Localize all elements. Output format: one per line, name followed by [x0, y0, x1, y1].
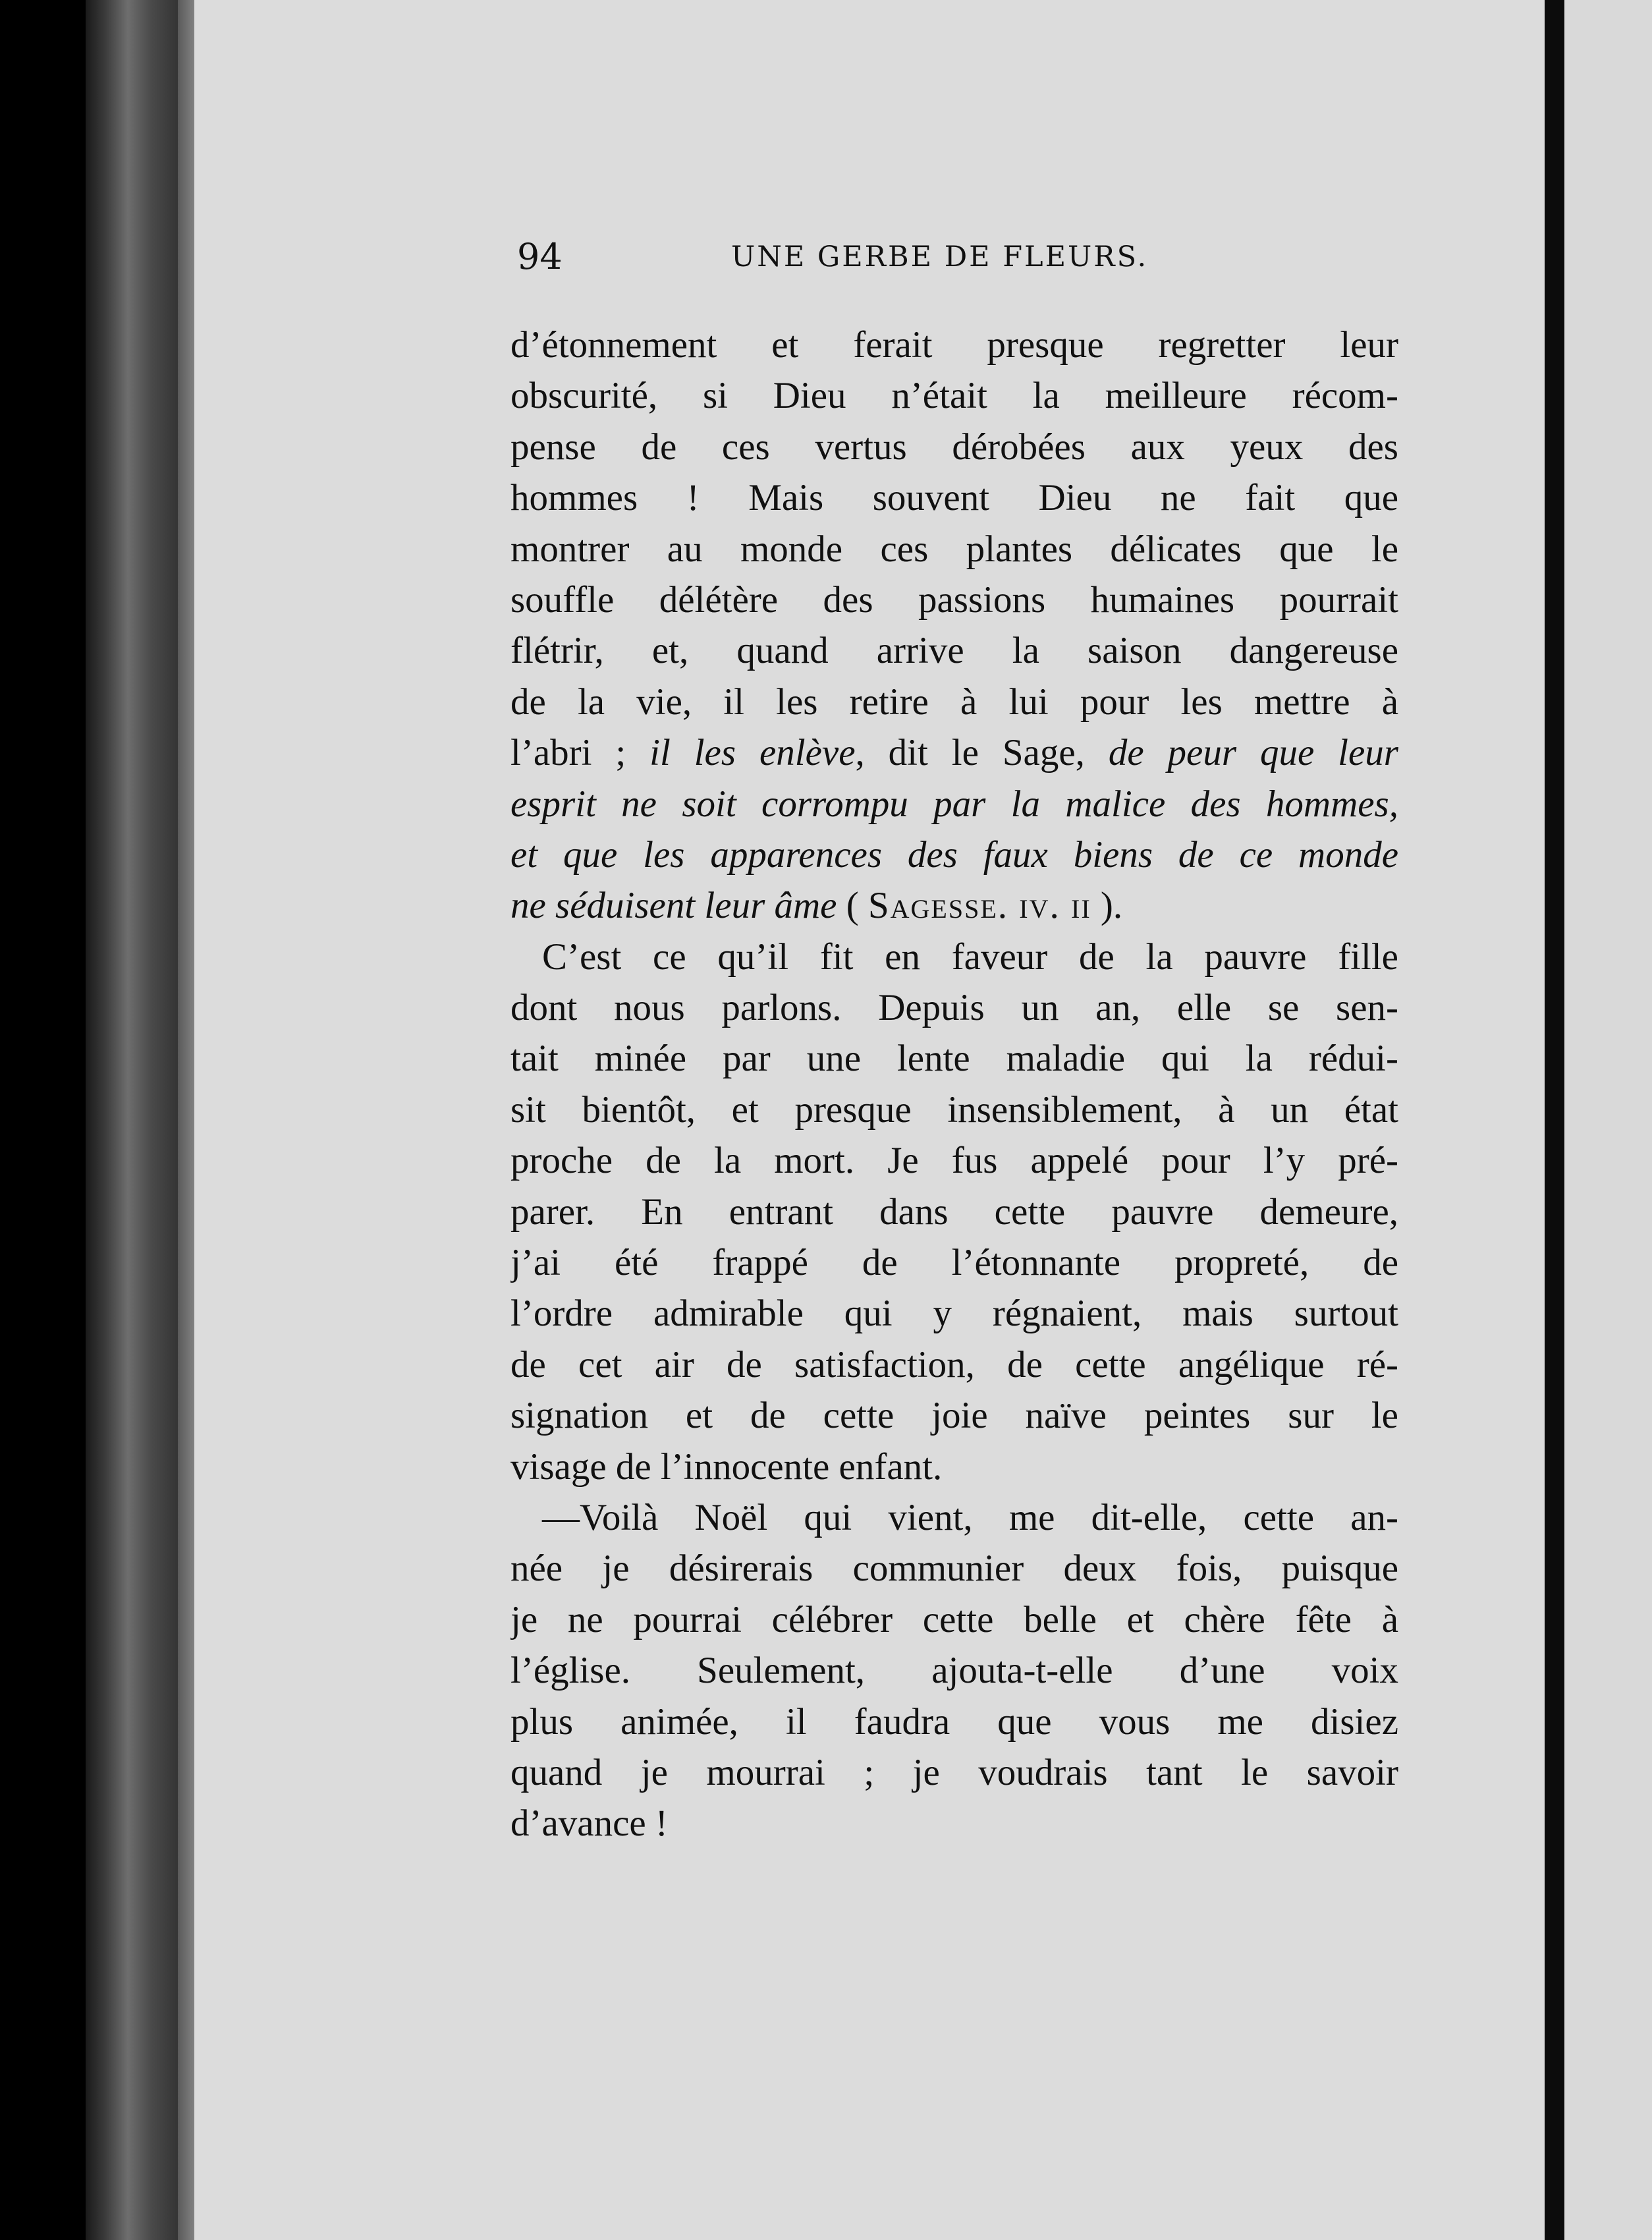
text-line: obscurité, si Dieu n’était la meilleure récom-	[510, 375, 1398, 417]
italic-run: de peur que leur	[1108, 732, 1398, 774]
facing-page-edge	[1564, 0, 1652, 2240]
text-line: souffle délétère des passions humaines pourrait	[510, 578, 1398, 621]
text-line: dont nous parlons. Depuis un an, elle se sen-	[510, 987, 1398, 1029]
citation: Sagesse. iv. ii	[867, 885, 1091, 927]
text-line: d’avance !	[510, 1803, 668, 1845]
text-line: je ne pourrai célébrer cette belle et chère fête à	[510, 1598, 1398, 1640]
paragraph-first-line: C’est ce qu’il fit en faveur de la pauvre fille	[542, 936, 1398, 978]
text-line: signation et de cette joie naïve peintes sur le	[510, 1395, 1398, 1437]
running-head	[517, 234, 1400, 280]
text-line: née je désirerais communier deux fois, puisque	[510, 1548, 1398, 1590]
quotation-line: esprit ne soit corrompu par la malice des hommes,	[510, 783, 1398, 825]
text-line: parer. En entrant dans cette pauvre demeure,	[510, 1190, 1398, 1233]
text-line: l’ordre admirable qui y régnaient, mais surtout	[510, 1293, 1398, 1335]
paragraph-first-line: —Voilà Noël qui vient, me dit-elle, cette an-	[542, 1496, 1398, 1538]
italic-run: ne séduisent leur âme	[510, 885, 837, 927]
page-number: 94	[517, 236, 563, 277]
quotation-line: et que les apparences des faux biens de ce monde	[510, 833, 1398, 876]
book-spine	[86, 0, 191, 2240]
text-line: de la vie, il les retire à lui pour les mettre à	[510, 681, 1398, 723]
text-run: l’abri ;	[510, 732, 650, 774]
text-line: l’église. Seulement, ajouta-t-elle d’une voix	[510, 1650, 1398, 1692]
text-line: hommes ! Mais souvent Dieu ne fait que	[510, 477, 1398, 519]
text-line	[510, 880, 1398, 931]
text-line: montrer au monde ces plantes délicates que le	[510, 528, 1398, 570]
text-run: , dit le Sage,	[855, 732, 1109, 774]
text-line: de cet air de satisfaction, de cette angélique ré-	[510, 1343, 1398, 1386]
text-line: pense de ces vertus dérobées aux yeux des	[510, 426, 1398, 468]
text-line: d’étonnement et ferait presque regretter leur	[510, 324, 1398, 366]
gutter-shadow	[1545, 0, 1564, 2240]
running-head-title: UNE GERBE DE FLEURS.	[731, 240, 1149, 273]
text-run: (	[837, 885, 868, 927]
text-run: ).	[1091, 885, 1123, 927]
text-line: plus animée, il faudra que vous me disiez	[510, 1700, 1398, 1743]
text-line: sit bientôt, et presque insensiblement, à un état	[510, 1088, 1398, 1131]
text-line: quand je mourrai ; je voudrais tant le savoir	[510, 1751, 1398, 1793]
text-line: visage de l’innocente enfant.	[510, 1445, 943, 1488]
text-line	[510, 727, 1398, 778]
text-line: tait minée par une lente maladie qui la rédui-	[510, 1038, 1398, 1080]
text-line: flétrir, et, quand arrive la saison dangereuse	[510, 630, 1398, 672]
italic-run: il les enlève	[649, 732, 856, 774]
text-line: j’ai été frappé de l’étonnante propreté, de	[510, 1242, 1398, 1284]
text-line: proche de la mort. Je fus appelé pour l’y pré-	[510, 1140, 1398, 1182]
page-body	[510, 320, 1398, 1849]
